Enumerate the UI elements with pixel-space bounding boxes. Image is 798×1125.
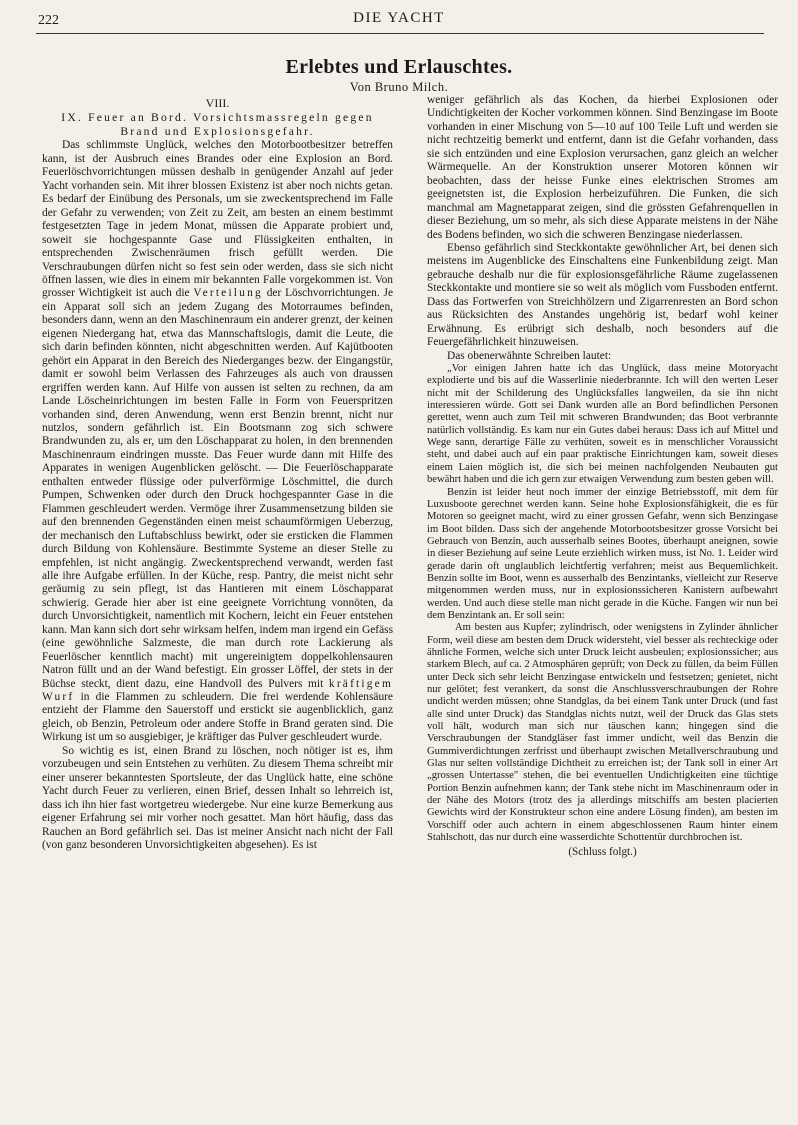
paragraph: So wichtig es ist, einen Brand zu löschen, noch nötiger ist es, ihm vorzubeugen und sein Entstehen zu verhüten. Zu diesem Thema schreibt mir einer unserer bekanntesten Sportsleute, der das Unglück hatte, eine schöne Yacht durch Feuer zu verlieren, einen Brief, dessen Inhalt so lehrreich ist, dass ich ihn hier fast wortgetreu wiedergebe. Nur eine kurze Bemerkung aus eigener Erfahrung sei mir vorher noch gesattet. Man hört häufig, dass das Rauchen an Bord gefährlich sei. Das ist meiner Ansicht nach nicht der Fall (von ganz besonderen Unvorsichtigkeiten abgesehen). Es ist: [42, 744, 393, 852]
part-number: VIII.: [205, 96, 230, 110]
emphasized-text: kräftigem Wurf: [42, 677, 393, 704]
paragraph: weniger gefährlich als das Kochen, da hierbei Explosionen oder Undichtigkeiten der Kocher vorkommen können. Sind Benzingase im Boote vorhanden in einer Mischung von 5—10 auf 100 Teile Luft und werden sie nicht rechtzeitig bemerkt und entfernt, dann ist die Gefahr vorhanden, dass sie sich entzünden und eine Explosion verursachen, ganz gleich an welcher Wärmequelle. An der Konstruktion unserer Motoren können wir beobachten, dass der heisse Funke eines elektrischen Stromes am geeignetsten ist, die Explosion herbeizuführen. Die Funken, die sich manchmal am Magnetapparat zeigen, sind die grössten Gefahrenquellen in dieser Beziehung, um so mehr, als sich diese Apparate meistens in der Nähe des Bodens befinden, wo sich die schweren Benzingase niederlassen.: [427, 94, 778, 241]
quote-paragraph: Am besten aus Kupfer; zylindrisch, oder wenigstens in Zylinder ähnlicher Form, weil diese am besten dem Druck widersteht, viel besser als rechteckige oder ähnliche Formen, welche sich unter Druck leicht ausbeulen; explosionssicher; aus starkem Blech, auf ca. 2 Atmosphären geprüft; von Deck zu füllen, da beim Füllen unter Deck sich sehr leicht Benzingase entwickeln und festsetzen; genietet, nicht nur gelötet; fest verankert, da sonst die Anschlussverschraubungen der Rohre undicht werden müssen; ohne Standglas, da bei einem Tank unter Druck (und fast alle sind unter Druck) das Standglas nichts nutzt, weil der Druck das Glas stets voll hält, wodurch man sich nur täuschen kann; hingegen sind die Verschraubungen der Standgläser fast immer undicht, weil das Benzin die Gummiverdichtungen zerfrisst und überhaupt zwischen Metallverschraubung und Glas nur selten vollständige Dichtheit zu erreichen ist; der Tank soll in einer Art „grossen Untertasse" stehen, die bei eventuellen Undichtigkeiten eine tüchtige Portion Benzin aufnehmen kann; der Tank stehe nicht im Maschinenraum oder in der Nähe des Motors (trotz des ja allerdings mitschiffs am besten placierten Gewichts wird der Konstrukteur schon eine andere Lösung finden), am besten im Vorschiff oder auch achtern in einem abgeschlossenen Raum hinter einem Stahlschott, das nur durch eine wasserdichte Schottentür durchbrochen ist.: [427, 622, 778, 844]
running-title: DIE YACHT: [353, 10, 445, 26]
header-rule: [36, 33, 764, 34]
paragraph-text: der Löschvorrichtungen. Je ein Apparat soll sich an jedem Zugang des Motorraumes befinden, besonders dann, wenn an den Maschinenraum ein anderer grenzt, der keinen eigenen Niedergang hat, etwa das Mannschaftslogis, damit die Leute, die sich darin befinden könnten, nicht abgeschnitten werden. Auf Kajütbooten gehört ein Apparat in den Bereich des Niederganges bezw. der Eingangstür, damit er sowohl beim Verlassen des Fahrzeuges als auch von draussen ergriffen werden kann. Auf Hilfe von aussen ist selten zu rechnen, da am Lande Löscheinrichtungen im besten Falle in Form von Feuerspritzen vorhanden sind, deren Anwendung, wenn erst Benzin brennt, nicht nur nutzlos, sondern gefährlich ist. Ein Bootsmann zog sich schwere Brandwunden zu, als er, um den Löschapparat zu holen, in den brennenden Maschinenraum eindringen musste. Das Feuer wurde dann mit Hilfe des Apparates in wenigen Augenblicken gelöscht. — Die Feuerlöschapparate enthalten entweder flüssige oder pulverförmige Löschmittel, die durch Pumpen, Schwenken oder durch den Druck hochgespannter Gase in die Flammen geschleudert werden. Vermöge ihrer Zusammensetzung bilden sie auf den brennenden Gegenständen einen meist schaumförmigen Ueberzug, der mechanisch den Luftabschluss bewirkt, oder sie ersticken die Flammen durch Bildung von Kohlensäure. Bestimmte Systeme an dieser Stelle zu empfehlen, ist nicht angängig. Zweckentsprechend verwandt, werden fast alle ihre Aufgabe erfüllen. In der Küche, resp. Pantry, die meist nicht sehr geräumig zu sein pflegt, ist das Hantieren mit einem Löschapparat schwierig. Gerade hier aber ist eine geeignete Vorrichtung vonnöten, da durch Unvorsichtigkeit, namentlich mit Kochern, leicht ein Feuer entstehen kann. Man kann sich dort sehr wirksam helfen, indem man irgend ein Gefäss (eine gewöhnliche Salzmeste, die man durch rote Lackierung als Feuerlöscher kenntlich macht) mit ungereinigtem doppelkohlensauren Natron füllt und an der Wand befestigt. Ein grosser Löffel, der stets in der Büchse steckt, dient dazu, eine Handvoll des Pulvers mit: [42, 287, 393, 690]
left-column: [42, 97, 393, 852]
byline: Von Bruno Milch.: [349, 80, 449, 94]
paragraph: Das obenerwähnte Schreiben lautet:: [447, 349, 612, 362]
quote-paragraph: „Vor einigen Jahren hatte ich das Unglück, dass meine Motoryacht explodierte und bis auf die Wasserlinie niederbrannte. Ich will den werten Leser nicht mit der Schilderung des Unglücksfalles langweilen, da sie ihn nicht interessieren würde. Gott sei Dank wurden alle an Bord befindlichen Personen gerettet, wenn auch zum Teil mit schweren Brandwunden; das Boot verbrannte natürlich vollständig. Es kam nur ein Gutes dabei heraus: Dass ich auf Mittel und Wege sann, derartige Fälle zu verhüten, soweit es in menschlicher Voraussicht steht, und dabei auch auf ein paar praktische Einrichtungen kam, soweit dieses einem Laien möglich ist, die sich bei meinen nachfolgenden Neubauten gut bewährt haben und die ich gern zur etwaigen Verwendung zum besten geben will.: [427, 363, 778, 486]
paragraph-text: in die Flammen zu schleudern. Die frei werdende Kohlensäure entzieht der Flamme den Sauerstoff und erstickt sie augenblicklich, ganz gleich, ob Benzin, Petroleum oder andere Stoffe in Brand geraten sind. Die Wirkung ist um so ausgiebiger, je kräftiger das Pulver geschleudert wurde.: [42, 691, 393, 744]
article-title: Erlebtes und Erlauschtes.: [285, 56, 513, 78]
section-heading: [42, 111, 393, 138]
section-heading-line-2: Brand und Explosionsgefahr.: [120, 124, 315, 138]
quote-paragraph: Benzin ist leider heut noch immer der einzige Betriebsstoff, mit dem für Luxusboote gerechnet werden kann. Seine hohe Explosionsfähigkeit, die es für Motoren so geeignet macht, wird zu einer grossen Gefahr, wenn sich Benzingase im Boot bilden. Dass sich der angehende Motorbootsbesitzer grosse Vorsicht bei Gebrauch von Benzin, auch ausserhalb seines Bootes, überhaupt aneignen, sowie in dieser Beziehung auf seine Leute erziehlich wirken muss, ist No. 1. Leider wird gerade darin oft unglaublich leichtfertig verfahren; meist aus Bequemlichkeit. Benzin sollte im Boot, wenn es ausserhalb des Benzintanks, vielleicht zur Reserve mitgenommen werden muss, nur in explosionssicheren Kanistern aufbewahrt werden. Und auch diese stelle man nicht gerade in die Küche. Fangen wir nun bei dem Benzintank an. Er soll sein:: [427, 486, 778, 621]
closing-note: (Schluss folgt.): [568, 846, 637, 859]
page-number: 222: [38, 13, 59, 28]
quoted-letter: [427, 363, 778, 844]
paragraph: [42, 139, 393, 744]
paragraph-text: Das schlimmste Unglück, welches den Motorbootbesitzer betreffen kann, ist der Ausbruch eines Brandes oder eine Explosion an Bord. Feuerlöschvorrichtungen müssen deshalb in genügender Anzahl auf jeder Yacht vorhanden sein. Mit ihrer blossen Existenz ist aber noch nichts getan. Es bedarf der Einübung des Personals, um sie zweckentsprechend im Falle der Gefahr zu verwenden; von Zeit zu Zeit, am besten an einem bestimmt festgesetzten Tage in jedem Monat, müssen die Apparate probiert und, soweit sie hochgespannte Gase und Flüssigkeiten enthalten, in entsprechenden Zwischenräumen frisch gefüllt werden. Die Verschraubungen dürfen nicht so fest sein oder werden, dass sie sich nicht öffnen lassen, wie dies in einem mir bekannten Falle vorgekommen ist. Von grosser Wichtigkeit ist auch die: [42, 139, 393, 300]
section-heading-line-1: IX. Feuer an Bord. Vorsichtsmassregeln gegen: [61, 111, 374, 125]
paragraph: Ebenso gefährlich sind Steckkontakte gewöhnlicher Art, bei denen sich meistens im Augenblicke des Einschaltens eine Funkenbildung zeigt. Man gebrauche deshalb nur die für explosionsgefährliche Räume zugelassenen Steckkontakte und montiere sie so weit als möglich vom Fussboden entfernt. Dass das Fortwerfen von Streichhölzern und Zigarrenresten an Bord schon aus Rücksichten des Anstandes ungehörig ist, bedarf wohl keiner Erwähnung. Es erübrigt sich deshalb, noch besonders auf die Feuergefährlichkeit hinzuweisen.: [427, 241, 778, 349]
right-column: [427, 94, 778, 860]
emphasized-text: Verteilung: [193, 287, 263, 300]
